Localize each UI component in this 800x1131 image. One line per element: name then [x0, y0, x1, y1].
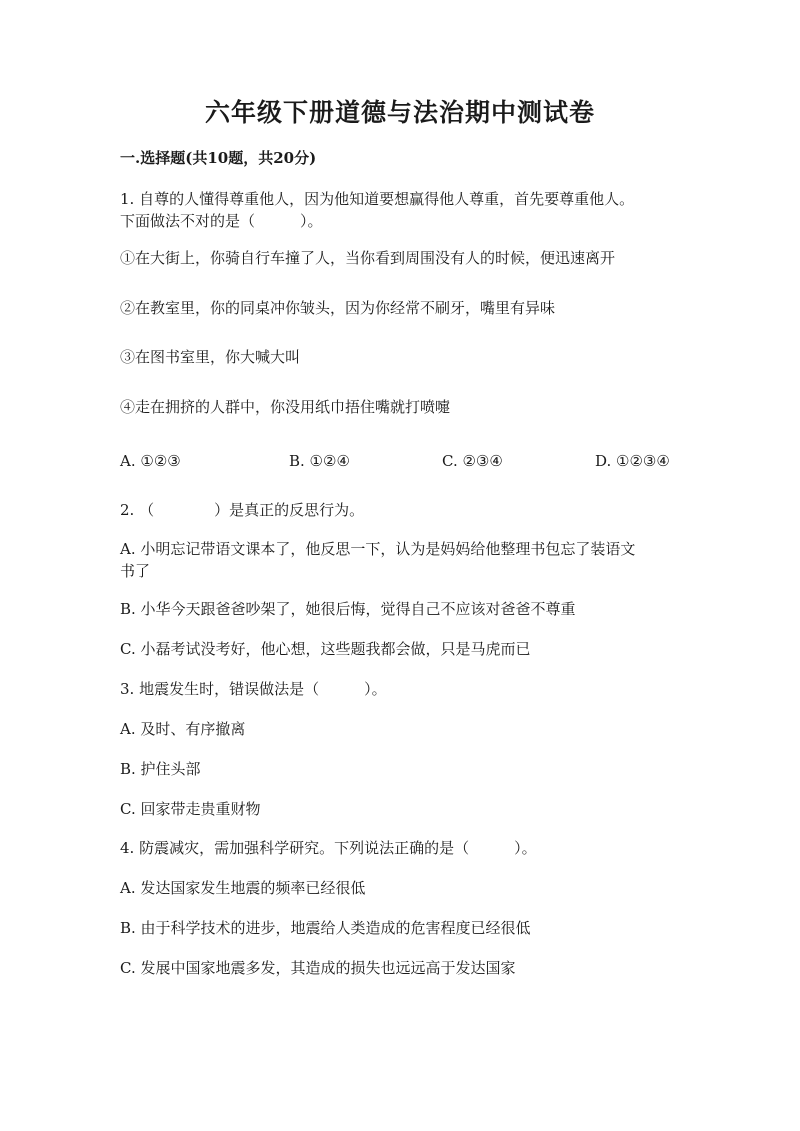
q2-option-a-line1: A. 小明忘记带语文课本了，他反思一下，认为是妈妈给他整理书包忘了装语文: [120, 540, 636, 558]
q2-option-a-line2: 书了: [120, 562, 151, 580]
q1-item-4: ④走在拥挤的人群中，你没用纸巾捂住嘴就打喷嚏: [120, 398, 451, 416]
q2-option-c: C. 小磊考试没考好，他心想，这些题我都会做，只是马虎而已: [120, 640, 531, 658]
q1-option-b: B. ①②④: [289, 452, 350, 470]
q1-item-3: ③在图书室里，你大喊大叫: [120, 348, 301, 366]
q1-option-a: A. ①②③: [120, 452, 181, 470]
q1-stem-line2: 下面做法不对的是（ ）。: [120, 212, 323, 230]
q1-option-d: D. ①②③④: [595, 452, 670, 470]
q1-stem-line1: 1. 自尊的人懂得尊重他人，因为他知道要想赢得他人尊重，首先要尊重他人。: [120, 190, 635, 208]
page-title: 六年级下册道德与法治期中测试卷: [204, 98, 595, 127]
q4-stem: 4. 防震减灾，需加强科学研究。下列说法正确的是（ ）。: [120, 839, 537, 857]
q1-item-2: ②在教室里，你的同桌冲你皱头，因为你经常不刷牙，嘴里有异味: [120, 299, 556, 317]
q1-option-c: C. ②③④: [442, 452, 503, 470]
q3-option-a: A. 及时、有序撤离: [120, 720, 246, 738]
q3-option-b: B. 护住头部: [120, 760, 201, 778]
q4-option-b: B. 由于科学技术的进步，地震给人类造成的危害程度已经很低: [120, 919, 531, 937]
section-heading: 一.选择题(共10题，共20分): [120, 149, 317, 167]
q3-option-c: C. 回家带走贵重财物: [120, 800, 261, 818]
q2-stem: 2. （ ）是真正的反思行为。: [120, 501, 365, 519]
q4-option-a: A. 发达国家发生地震的频率已经很低: [120, 879, 366, 897]
q3-stem: 3. 地震发生时，错误做法是（ ）。: [120, 680, 387, 698]
q4-option-c: C. 发展中国家地震多发，其造成的损失也远远高于发达国家: [120, 959, 516, 977]
q1-item-1: ①在大街上，你骑自行车撞了人，当你看到周围没有人的时候，便迅速离开: [120, 249, 616, 267]
q2-option-b: B. 小华今天跟爸爸吵架了，她很后悔，觉得自己不应该对爸爸不尊重: [120, 600, 576, 618]
